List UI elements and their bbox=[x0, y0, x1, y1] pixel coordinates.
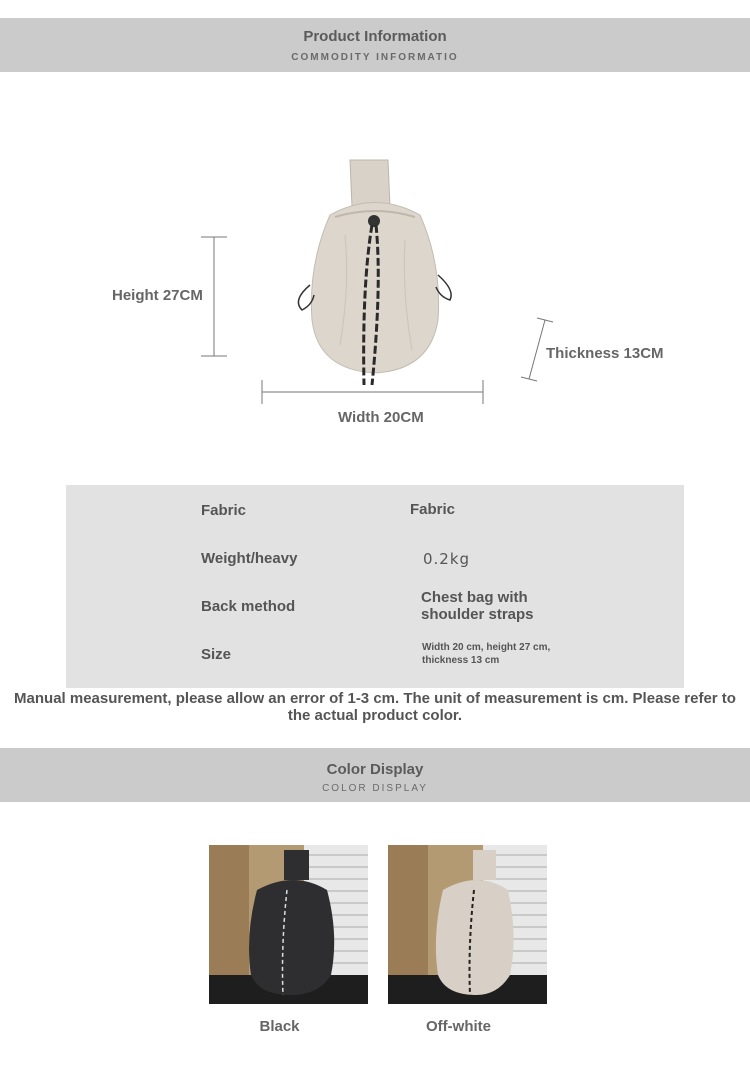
spec-value-weight: 0.2kg bbox=[423, 550, 471, 568]
spec-key-weight: Weight/heavy bbox=[201, 550, 298, 567]
spec-value-fabric: Fabric bbox=[410, 501, 456, 518]
bag-image bbox=[290, 155, 460, 390]
height-label: Height 27CM bbox=[112, 287, 203, 304]
color-option-off-white-image[interactable] bbox=[388, 845, 547, 1004]
section-subtitle: COLOR DISPLAY bbox=[322, 783, 428, 794]
section-title: Product Information bbox=[303, 28, 447, 45]
color-label-off-white: Off-white bbox=[426, 1018, 491, 1035]
spec-key-size: Size bbox=[201, 646, 232, 663]
section-title: Color Display bbox=[326, 761, 424, 778]
color-display-banner bbox=[0, 748, 750, 802]
spec-key-back-method: Back method bbox=[201, 598, 296, 615]
spec-value-back-method: Chest bag with shoulder straps bbox=[421, 589, 534, 623]
section-subtitle: COMMODITY INFORMATIO bbox=[291, 52, 459, 63]
spec-table bbox=[66, 485, 684, 688]
thickness-label: Thickness 13CM bbox=[546, 345, 664, 362]
measurement-note: Manual measurement, please allow an error of 1-3 cm. The unit of measurement is cm. Please refer to the actual product color. bbox=[14, 690, 736, 724]
spec-value-size: Width 20 cm, height 27 cm, thickness 13 cm bbox=[422, 642, 551, 666]
color-label-black: Black bbox=[259, 1018, 300, 1035]
color-option-black-image[interactable] bbox=[209, 845, 368, 1004]
width-label: Width 20CM bbox=[338, 409, 424, 426]
spec-key-fabric: Fabric bbox=[201, 502, 247, 519]
